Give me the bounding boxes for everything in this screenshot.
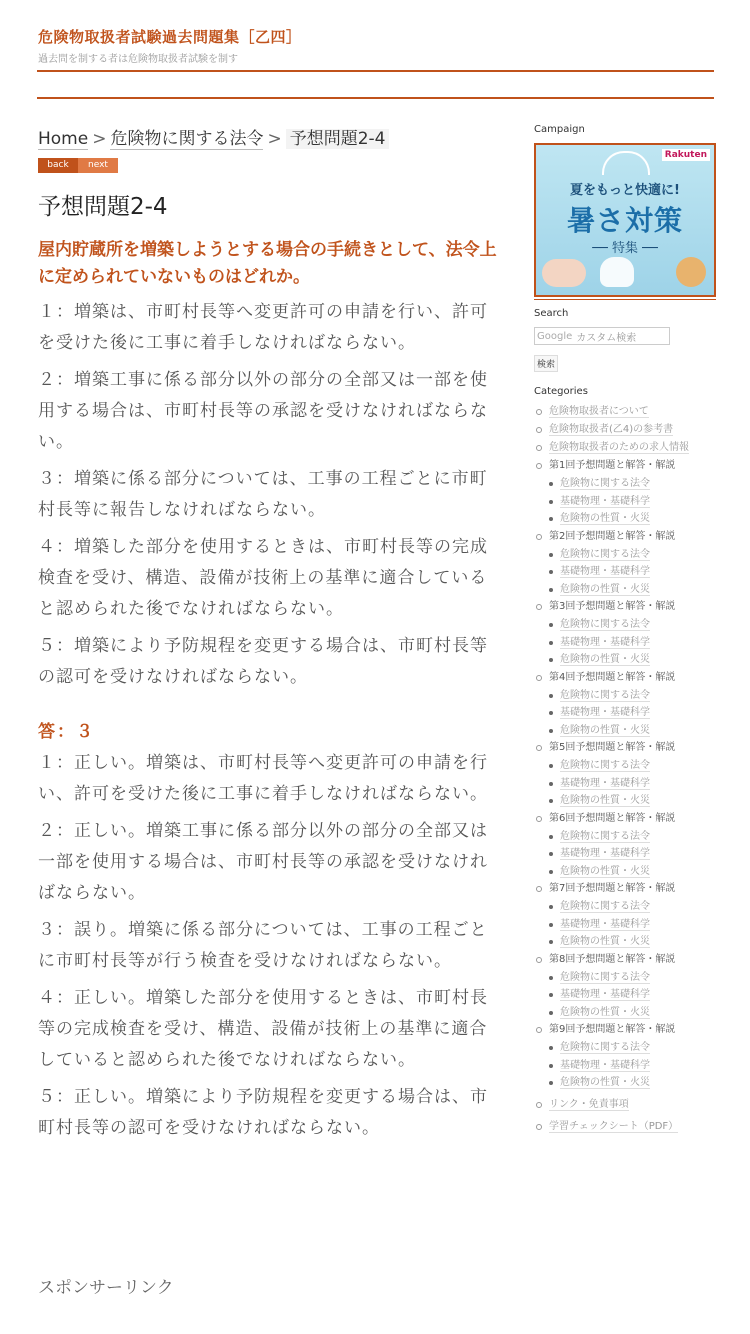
- round-label: 第5回予想問題と解答・解説: [549, 742, 676, 753]
- category-round-item: [534, 810, 716, 881]
- campaign-heading: Campaign: [534, 124, 585, 135]
- site-description: 過去問を制する者は危険物取扱者試験を制す: [38, 54, 238, 65]
- main-content: [38, 124, 500, 1144]
- sub-category-link[interactable]: 基礎物理・基礎科学: [560, 566, 650, 577]
- sub-category-link[interactable]: 危険物の性質・火災: [560, 724, 650, 736]
- explanation-item: ３：誤り。増築に係る部分については、工事の工程ごとに市町村長等が行う検査を受けなければならない。: [38, 920, 488, 972]
- sub-category-link[interactable]: 危険物に関する法令: [560, 1042, 650, 1053]
- sub-category-link[interactable]: 危険物に関する法令: [560, 901, 650, 912]
- search-placeholder: カスタム検索: [576, 332, 637, 344]
- option-item: ４：増築した部分を使用するときは、市町村長等の完成検査を受け、構造、設備が技術上の基準に適合していると認められた後でなければならない。: [38, 537, 488, 620]
- option-item: １：増築は、市町村長等へ変更許可の申請を行い、許可を受けた後に工事に着手しなければならない。: [38, 302, 488, 354]
- header-divider: [37, 70, 714, 72]
- explanation-item: ４：正しい。増築した部分を使用するときは、市町村長等の完成検査を受け、構造、設備が技術上の基準に適合していると認められた後でなければならない。: [38, 988, 488, 1071]
- category-item: [534, 439, 716, 457]
- sun-icon: [602, 151, 650, 175]
- category-link[interactable]: 危険物取扱者(乙4)の参考書: [549, 424, 674, 435]
- sub-category-link[interactable]: 危険物に関する法令: [560, 971, 650, 983]
- banner-line-1: 夏をもっと快適に!: [570, 183, 680, 198]
- nav-divider: [37, 97, 714, 99]
- breadcrumb-separator: >: [267, 129, 282, 149]
- dog-illustration: [676, 257, 706, 287]
- category-item: [534, 421, 716, 439]
- round-label: 第8回予想問題と解答・解説: [549, 953, 676, 965]
- breadcrumb-home[interactable]: Home: [38, 129, 89, 149]
- category-round-item: [534, 669, 716, 740]
- options-list: [38, 297, 500, 693]
- sub-category-link[interactable]: 基礎物理・基礎科学: [560, 918, 650, 930]
- banner-line-2: 暑さ対策: [566, 204, 683, 237]
- sub-category-link[interactable]: 基礎物理・基礎科学: [560, 777, 650, 789]
- sub-category-link[interactable]: 危険物の性質・火災: [560, 1006, 650, 1018]
- round-label: 第3回予想問題と解答・解説: [549, 601, 676, 612]
- sub-category-link[interactable]: 危険物に関する法令: [560, 478, 650, 489]
- sidebar: [534, 124, 716, 1136]
- breadcrumb-separator: >: [92, 129, 107, 149]
- sub-category-link[interactable]: 基礎物理・基礎科学: [560, 495, 650, 507]
- girl-illustration: [542, 259, 586, 287]
- search-button[interactable]: 検索: [534, 355, 558, 372]
- category-item: [534, 1096, 716, 1114]
- sub-category-link[interactable]: 基礎物理・基礎科学: [560, 636, 650, 648]
- explanation-item: ２：正しい。増築工事に係る部分以外の部分の全部又は一部を使用する場合は、市町村長等の承認を受けなければならない。: [38, 821, 488, 904]
- breadcrumb: [38, 124, 500, 154]
- category-item: [534, 403, 716, 421]
- breadcrumb-category[interactable]: 危険物に関する法令: [110, 129, 264, 149]
- round-label: 第6回予想問題と解答・解説: [549, 812, 676, 824]
- sub-category-link[interactable]: 危険物に関する法令: [560, 548, 650, 560]
- bear-illustration: [600, 257, 634, 287]
- next-button[interactable]: next: [78, 158, 118, 173]
- explanation-item: １：正しい。増築は、市町村長等へ変更許可の申請を行い、許可を受けた後に工事に着手しなければならない。: [38, 753, 488, 805]
- back-button[interactable]: back: [38, 158, 78, 173]
- question-text: 屋内貯蔵所を増築しようとする場合の手続きとして、法令上に定められていないものはどれか。: [38, 240, 497, 288]
- option-item: ５：増築により予防規程を変更する場合は、市町村長等の認可を受けなければならない。: [38, 636, 488, 688]
- sub-category-link[interactable]: 危険物に関する法令: [560, 619, 650, 630]
- checksheet-pdf-link[interactable]: 学習チェックシート（PDF）: [549, 1120, 679, 1132]
- categories-heading: Categories: [534, 386, 588, 397]
- sub-category-link[interactable]: 基礎物理・基礎科学: [560, 707, 650, 718]
- round-label: 第9回予想問題と解答・解説: [549, 1024, 676, 1035]
- round-label: 第4回予想問題と解答・解説: [549, 671, 676, 683]
- links-disclaimer-link[interactable]: リンク・免責事項: [549, 1098, 629, 1110]
- sub-category-link[interactable]: 危険物に関する法令: [560, 689, 650, 701]
- post-navigation: [38, 158, 500, 174]
- category-round-item: [534, 528, 716, 599]
- site-title[interactable]: 危険物取扱者試験過去問題集［乙四］: [38, 28, 302, 46]
- round-label: 第7回予想問題と解答・解説: [549, 883, 676, 894]
- category-round-item: [534, 739, 716, 810]
- sub-category-link[interactable]: 危険物に関する法令: [560, 830, 650, 842]
- round-label: 第2回予想問題と解答・解説: [549, 530, 676, 542]
- round-label: 第1回予想問題と解答・解説: [549, 460, 676, 471]
- category-round-item: [534, 457, 716, 528]
- sub-category-link[interactable]: 危険物の性質・火災: [560, 654, 650, 665]
- sub-category-link[interactable]: 危険物に関する法令: [560, 760, 650, 771]
- sidebar-divider: [534, 299, 716, 300]
- sub-category-link[interactable]: 危険物の性質・火災: [560, 936, 650, 947]
- category-round-item: [534, 880, 716, 951]
- explanation-item: ５：正しい。増築により予防規程を変更する場合は、市町村長等の認可を受けなければならない。: [38, 1087, 488, 1139]
- categories-list: [534, 403, 716, 1136]
- sub-category-link[interactable]: 危険物の性質・火災: [560, 513, 650, 524]
- option-item: ２：増築工事に係る部分以外の部分の全部又は一部を使用する場合は、市町村長等の承認を受けなければならない。: [38, 370, 488, 453]
- sub-category-link[interactable]: 基礎物理・基礎科学: [560, 989, 650, 1000]
- search-input[interactable]: [534, 327, 670, 345]
- category-round-item: [534, 598, 716, 669]
- category-item: [534, 1118, 716, 1136]
- page-title: 予想問題2-4: [38, 194, 168, 220]
- banner-line-3: ── 特集 ──: [592, 241, 658, 256]
- category-link[interactable]: 危険物取扱者について: [549, 406, 649, 417]
- google-label: Google: [537, 330, 573, 342]
- option-item: ３：増築に係る部分については、工事の工程ごとに市町村長等に報告しなければならない。: [38, 469, 488, 521]
- answer-heading: 答：３: [38, 722, 95, 743]
- sponsor-link-label: スポンサーリンク: [38, 1278, 174, 1298]
- explanations-list: [38, 748, 500, 1144]
- breadcrumb-current: 予想問題2-4: [286, 129, 390, 149]
- category-round-item: [534, 1021, 716, 1092]
- sub-category-link[interactable]: 危険物の性質・火災: [560, 865, 650, 877]
- category-link[interactable]: 危険物取扱者のための求人情報: [549, 442, 689, 453]
- category-round-item: [534, 951, 716, 1022]
- sub-category-link[interactable]: 危険物の性質・火災: [560, 583, 650, 595]
- sub-category-link[interactable]: 基礎物理・基礎科学: [560, 848, 650, 859]
- sub-category-link[interactable]: 危険物の性質・火災: [560, 1077, 650, 1088]
- search-heading: Search: [534, 308, 569, 319]
- sub-category-link[interactable]: 基礎物理・基礎科学: [560, 1059, 650, 1071]
- rakuten-logo: Rakuten: [662, 149, 710, 161]
- sub-category-link[interactable]: 危険物の性質・火災: [560, 795, 650, 806]
- campaign-banner[interactable]: [534, 143, 716, 297]
